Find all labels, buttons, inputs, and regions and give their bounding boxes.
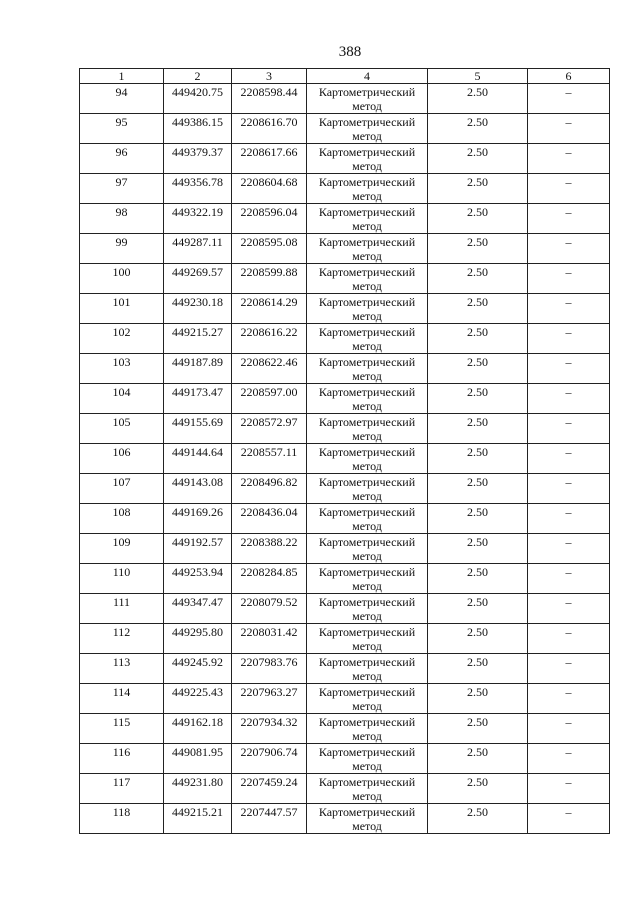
- method-line-1: Картометрический: [318, 505, 416, 519]
- method-line-2: метод: [352, 549, 382, 563]
- accuracy-cell: 2.50: [428, 354, 528, 384]
- method-cell: [307, 174, 428, 204]
- point-number-cell: 100: [80, 264, 164, 294]
- note-cell: –: [528, 264, 610, 294]
- method-cell: [307, 384, 428, 414]
- method-cell: [307, 714, 428, 744]
- x-coordinate-cell: 449215.27: [164, 324, 232, 354]
- accuracy-cell: 2.50: [428, 294, 528, 324]
- x-coordinate-cell: 449245.92: [164, 654, 232, 684]
- x-coordinate-cell: 449322.19: [164, 204, 232, 234]
- method-cell: [307, 264, 428, 294]
- note-cell: –: [528, 474, 610, 504]
- x-coordinate-cell: 449155.69: [164, 414, 232, 444]
- accuracy-cell: 2.50: [428, 624, 528, 654]
- y-coordinate-cell: 2208031.42: [232, 624, 307, 654]
- method-line-1: Картометрический: [318, 295, 416, 309]
- accuracy-cell: 2.50: [428, 114, 528, 144]
- table-row: [80, 744, 610, 774]
- x-coordinate-cell: 449081.95: [164, 744, 232, 774]
- point-number-cell: 117: [80, 774, 164, 804]
- method-line-1: Картометрический: [318, 625, 416, 639]
- point-number-cell: 110: [80, 564, 164, 594]
- table-row: [80, 144, 610, 174]
- y-coordinate-cell: 2207983.76: [232, 654, 307, 684]
- page-number: 388: [338, 44, 362, 60]
- x-coordinate-cell: 449386.15: [164, 114, 232, 144]
- point-number-cell: 106: [80, 444, 164, 474]
- method-cell: [307, 564, 428, 594]
- column-header-3: 3: [232, 69, 307, 84]
- method-cell: [307, 144, 428, 174]
- x-coordinate-cell: 449187.89: [164, 354, 232, 384]
- table-row: [80, 714, 610, 744]
- point-number-cell: 114: [80, 684, 164, 714]
- table-row: [80, 804, 610, 834]
- table-row: [80, 564, 610, 594]
- table-row: [80, 624, 610, 654]
- x-coordinate-cell: 449287.11: [164, 234, 232, 264]
- accuracy-cell: 2.50: [428, 684, 528, 714]
- column-header-5: 5: [428, 69, 528, 84]
- note-cell: –: [528, 324, 610, 354]
- y-coordinate-cell: 2208617.66: [232, 144, 307, 174]
- method-cell: [307, 114, 428, 144]
- table-row: [80, 534, 610, 564]
- table-row: [80, 474, 610, 504]
- table-row: [80, 504, 610, 534]
- note-cell: –: [528, 234, 610, 264]
- accuracy-cell: 2.50: [428, 384, 528, 414]
- method-line-1: Картометрический: [318, 535, 416, 549]
- y-coordinate-cell: 2207447.57: [232, 804, 307, 834]
- method-line-1: Картометрический: [318, 685, 416, 699]
- header-row: [80, 69, 610, 84]
- point-number-cell: 94: [80, 84, 164, 114]
- accuracy-cell: 2.50: [428, 804, 528, 834]
- method-line-2: метод: [352, 639, 382, 653]
- method-line-2: метод: [352, 819, 382, 833]
- point-number-cell: 98: [80, 204, 164, 234]
- method-cell: [307, 294, 428, 324]
- method-line-1: Картометрический: [318, 115, 416, 129]
- point-number-cell: 116: [80, 744, 164, 774]
- column-header-6: 6: [528, 69, 610, 84]
- x-coordinate-cell: 449231.80: [164, 774, 232, 804]
- method-line-1: Картометрический: [318, 205, 416, 219]
- x-coordinate-cell: 449144.64: [164, 444, 232, 474]
- method-line-2: метод: [352, 309, 382, 323]
- x-coordinate-cell: 449356.78: [164, 174, 232, 204]
- method-cell: [307, 414, 428, 444]
- y-coordinate-cell: 2207934.32: [232, 714, 307, 744]
- method-line-1: Картометрический: [318, 715, 416, 729]
- method-line-2: метод: [352, 99, 382, 113]
- note-cell: –: [528, 744, 610, 774]
- y-coordinate-cell: 2208557.11: [232, 444, 307, 474]
- method-line-2: метод: [352, 279, 382, 293]
- method-line-2: метод: [352, 759, 382, 773]
- table-row: [80, 774, 610, 804]
- point-number-cell: 101: [80, 294, 164, 324]
- x-coordinate-cell: 449295.80: [164, 624, 232, 654]
- point-number-cell: 95: [80, 114, 164, 144]
- method-line-2: метод: [352, 429, 382, 443]
- accuracy-cell: 2.50: [428, 744, 528, 774]
- method-cell: [307, 744, 428, 774]
- method-line-2: метод: [352, 789, 382, 803]
- column-header-1: 1: [80, 69, 164, 84]
- method-line-1: Картометрический: [318, 475, 416, 489]
- method-line-1: Картометрический: [318, 595, 416, 609]
- y-coordinate-cell: 2208596.04: [232, 204, 307, 234]
- method-line-1: Картометрический: [318, 265, 416, 279]
- y-coordinate-cell: 2208604.68: [232, 174, 307, 204]
- y-coordinate-cell: 2207459.24: [232, 774, 307, 804]
- point-number-cell: 96: [80, 144, 164, 174]
- x-coordinate-cell: 449253.94: [164, 564, 232, 594]
- method-cell: [307, 234, 428, 264]
- point-number-cell: 109: [80, 534, 164, 564]
- table-row: [80, 444, 610, 474]
- point-number-cell: 108: [80, 504, 164, 534]
- method-line-2: метод: [352, 159, 382, 173]
- point-number-cell: 102: [80, 324, 164, 354]
- accuracy-cell: 2.50: [428, 84, 528, 114]
- table-row: [80, 264, 610, 294]
- accuracy-cell: 2.50: [428, 174, 528, 204]
- accuracy-cell: 2.50: [428, 714, 528, 744]
- table-row: [80, 174, 610, 204]
- point-number-cell: 111: [80, 594, 164, 624]
- method-line-1: Картометрический: [318, 385, 416, 399]
- method-line-2: метод: [352, 129, 382, 143]
- method-line-1: Картометрический: [318, 655, 416, 669]
- y-coordinate-cell: 2208599.88: [232, 264, 307, 294]
- method-cell: [307, 84, 428, 114]
- x-coordinate-cell: 449230.18: [164, 294, 232, 324]
- method-line-1: Картометрический: [318, 145, 416, 159]
- method-cell: [307, 204, 428, 234]
- method-line-1: Картометрический: [318, 745, 416, 759]
- note-cell: –: [528, 174, 610, 204]
- method-line-2: метод: [352, 369, 382, 383]
- x-coordinate-cell: 449215.21: [164, 804, 232, 834]
- method-line-2: метод: [352, 699, 382, 713]
- y-coordinate-cell: 2208622.46: [232, 354, 307, 384]
- note-cell: –: [528, 714, 610, 744]
- accuracy-cell: 2.50: [428, 264, 528, 294]
- method-line-2: метод: [352, 339, 382, 353]
- table-row: [80, 654, 610, 684]
- table-row: [80, 234, 610, 264]
- note-cell: –: [528, 594, 610, 624]
- table-row: [80, 204, 610, 234]
- method-cell: [307, 474, 428, 504]
- point-number-cell: 115: [80, 714, 164, 744]
- method-line-1: Картометрический: [318, 565, 416, 579]
- y-coordinate-cell: 2208616.70: [232, 114, 307, 144]
- table-row: [80, 324, 610, 354]
- point-number-cell: 105: [80, 414, 164, 444]
- x-coordinate-cell: 449269.57: [164, 264, 232, 294]
- accuracy-cell: 2.50: [428, 774, 528, 804]
- method-line-2: метод: [352, 669, 382, 683]
- y-coordinate-cell: 2208597.00: [232, 384, 307, 414]
- accuracy-cell: 2.50: [428, 234, 528, 264]
- table-row: [80, 84, 610, 114]
- note-cell: –: [528, 774, 610, 804]
- point-number-cell: 118: [80, 804, 164, 834]
- accuracy-cell: 2.50: [428, 204, 528, 234]
- note-cell: –: [528, 654, 610, 684]
- y-coordinate-cell: 2208079.52: [232, 594, 307, 624]
- method-line-2: метод: [352, 399, 382, 413]
- x-coordinate-cell: 449192.57: [164, 534, 232, 564]
- y-coordinate-cell: 2208284.85: [232, 564, 307, 594]
- method-cell: [307, 324, 428, 354]
- table-row: [80, 114, 610, 144]
- note-cell: –: [528, 354, 610, 384]
- accuracy-cell: 2.50: [428, 564, 528, 594]
- table-row: [80, 354, 610, 384]
- note-cell: –: [528, 384, 610, 414]
- method-line-1: Картометрический: [318, 415, 416, 429]
- note-cell: –: [528, 624, 610, 654]
- y-coordinate-cell: 2208436.04: [232, 504, 307, 534]
- coordinates-table: [79, 68, 610, 834]
- note-cell: –: [528, 294, 610, 324]
- accuracy-cell: 2.50: [428, 534, 528, 564]
- table-row: [80, 594, 610, 624]
- method-line-2: метод: [352, 249, 382, 263]
- table-row: [80, 684, 610, 714]
- method-cell: [307, 444, 428, 474]
- method-cell: [307, 774, 428, 804]
- method-line-1: Картометрический: [318, 85, 416, 99]
- accuracy-cell: 2.50: [428, 324, 528, 354]
- method-cell: [307, 534, 428, 564]
- y-coordinate-cell: 2208388.22: [232, 534, 307, 564]
- accuracy-cell: 2.50: [428, 414, 528, 444]
- method-line-1: Картометрический: [318, 175, 416, 189]
- method-line-1: Картометрический: [318, 325, 416, 339]
- note-cell: –: [528, 204, 610, 234]
- note-cell: –: [528, 114, 610, 144]
- table-row: [80, 384, 610, 414]
- x-coordinate-cell: 449162.18: [164, 714, 232, 744]
- point-number-cell: 113: [80, 654, 164, 684]
- x-coordinate-cell: 449379.37: [164, 144, 232, 174]
- accuracy-cell: 2.50: [428, 474, 528, 504]
- note-cell: –: [528, 504, 610, 534]
- point-number-cell: 107: [80, 474, 164, 504]
- y-coordinate-cell: 2208616.22: [232, 324, 307, 354]
- method-cell: [307, 354, 428, 384]
- method-cell: [307, 594, 428, 624]
- note-cell: –: [528, 444, 610, 474]
- accuracy-cell: 2.50: [428, 144, 528, 174]
- accuracy-cell: 2.50: [428, 504, 528, 534]
- point-number-cell: 97: [80, 174, 164, 204]
- point-number-cell: 103: [80, 354, 164, 384]
- note-cell: –: [528, 564, 610, 594]
- x-coordinate-cell: 449347.47: [164, 594, 232, 624]
- y-coordinate-cell: 2207906.74: [232, 744, 307, 774]
- note-cell: –: [528, 534, 610, 564]
- note-cell: –: [528, 684, 610, 714]
- x-coordinate-cell: 449225.43: [164, 684, 232, 714]
- point-number-cell: 112: [80, 624, 164, 654]
- method-line-2: метод: [352, 579, 382, 593]
- accuracy-cell: 2.50: [428, 594, 528, 624]
- column-header-4: 4: [307, 69, 428, 84]
- y-coordinate-cell: 2207963.27: [232, 684, 307, 714]
- method-cell: [307, 684, 428, 714]
- method-line-1: Картометрический: [318, 355, 416, 369]
- method-line-2: метод: [352, 489, 382, 503]
- table-body: [80, 84, 610, 834]
- x-coordinate-cell: 449420.75: [164, 84, 232, 114]
- method-line-2: метод: [352, 459, 382, 473]
- method-line-1: Картометрический: [318, 445, 416, 459]
- note-cell: –: [528, 414, 610, 444]
- table-row: [80, 414, 610, 444]
- method-line-2: метод: [352, 519, 382, 533]
- method-line-1: Картометрический: [318, 775, 416, 789]
- method-line-2: метод: [352, 219, 382, 233]
- y-coordinate-cell: 2208598.44: [232, 84, 307, 114]
- point-number-cell: 99: [80, 234, 164, 264]
- accuracy-cell: 2.50: [428, 654, 528, 684]
- note-cell: –: [528, 804, 610, 834]
- point-number-cell: 104: [80, 384, 164, 414]
- method-line-1: Картометрический: [318, 235, 416, 249]
- x-coordinate-cell: 449169.26: [164, 504, 232, 534]
- column-header-2: 2: [164, 69, 232, 84]
- method-line-1: Картометрический: [318, 805, 416, 819]
- x-coordinate-cell: 449143.08: [164, 474, 232, 504]
- method-cell: [307, 654, 428, 684]
- method-line-2: метод: [352, 189, 382, 203]
- method-line-2: метод: [352, 609, 382, 623]
- method-cell: [307, 504, 428, 534]
- method-line-2: метод: [352, 729, 382, 743]
- accuracy-cell: 2.50: [428, 444, 528, 474]
- y-coordinate-cell: 2208572.97: [232, 414, 307, 444]
- x-coordinate-cell: 449173.47: [164, 384, 232, 414]
- y-coordinate-cell: 2208496.82: [232, 474, 307, 504]
- note-cell: –: [528, 84, 610, 114]
- y-coordinate-cell: 2208595.08: [232, 234, 307, 264]
- table-row: [80, 294, 610, 324]
- method-cell: [307, 624, 428, 654]
- y-coordinate-cell: 2208614.29: [232, 294, 307, 324]
- note-cell: –: [528, 144, 610, 174]
- method-cell: [307, 804, 428, 834]
